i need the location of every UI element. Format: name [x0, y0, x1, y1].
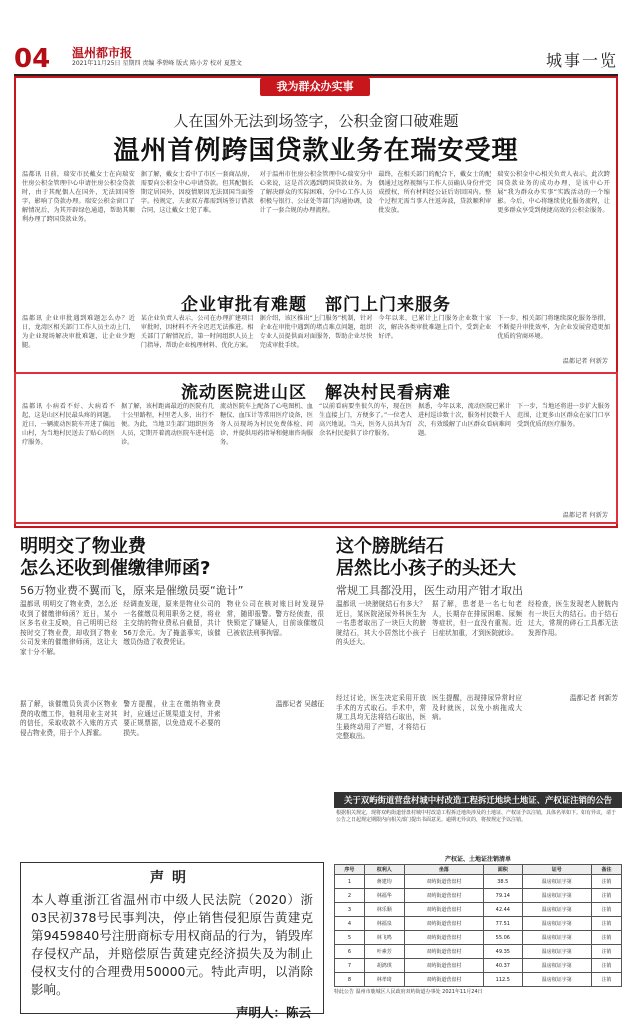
table-row [335, 889, 622, 903]
table-header: 证号 [522, 865, 592, 875]
lead-column: 瑞安公积金中心相关负责人表示，此次跨国贷款业务的成功办理，是该中心开展“我为群众办实事”实践活动的一个缩影。今后，中心将继续优化服务流程，让更多群众享受到便捷高效的公积金服务。 [497, 171, 610, 214]
table-header: 面积 [484, 865, 522, 875]
left-story-byline: 温都记者 吴越征 [275, 700, 324, 708]
story3-column: 下一步，当地还将进一步扩大服务范围，让更多山区群众在家门口享受到优质的医疗服务。 [517, 403, 610, 428]
left-story-column: 警方提醒，业主在缴纳物业费时，应通过正规渠道支付，并索要正规票据，以免造成不必要的损失。 [123, 700, 221, 737]
story2-column: 某企业负责人表示，公司在办理扩建项目审批时，因材料不齐全迟迟无法推进。相关部门了解情况后，第一时间组织人员上门指导，帮助企业梳理材料、优化方案。 [140, 315, 254, 349]
lead-column: 温都讯 日前，瑞安市民戴女士在向瑞安住房公积金管理中心申请住房公积金贷款时，由于其配偶人在国外，无法回国签字，影响了贷款办理。瑞安公积金窗口了解情况后，为其开辟绿色通道，帮助其顺利办理了跨国贷款业务。 [22, 171, 135, 223]
public-bulletin [334, 792, 622, 1018]
lead-body [22, 170, 610, 284]
table-cell: 林乐顺 [364, 903, 404, 917]
bulletin-footer: 特此公告 温州市鹿城区人民政府双屿街道办事处 2021年11月24日 [334, 989, 483, 995]
table-row [335, 917, 622, 931]
table-cell: 叶素芳 [364, 945, 404, 959]
left-story-title-2: 怎么还收到催缴律师函? [20, 558, 211, 579]
table-cell: 5 [335, 931, 365, 945]
table-cell: 112.5 [484, 973, 522, 987]
right-story-column: 据了解，患者是一名七旬老人，长期存在排尿困难、尿频等症状，但一直没有重视。近日症状加重，才到医院就诊。 [432, 600, 522, 637]
left-story-column: 温都讯 明明交了物业费，怎么还收到了催缴律师函？近日，某小区多名业主反映，自己明明已经按时交了物业费，却收到了物业公司发来的催缴律师函，这让大家十分不解。 [20, 600, 118, 656]
table-cell: 温房权证字第 [522, 889, 592, 903]
notice-signature: 声明人：陈云 [235, 1005, 311, 1020]
right-story-column: 温都讯 一块膀胱结石有多大？近日，某医院泌尿外科医生为一名患者取出了一块巨大的膀胱结石，其大小居然比小孩子的头还大。 [336, 600, 426, 647]
table-row [335, 875, 622, 889]
table-cell: 注销 [592, 903, 622, 917]
table-cell: 38.5 [484, 875, 522, 889]
story3-byline: 温都记者 何新芳 [562, 512, 608, 519]
table-cell: 温房权证字第 [522, 973, 592, 987]
right-story-title-2: 居然比小孩子的头还大 [336, 558, 516, 579]
table-cell: 1 [335, 875, 365, 889]
right-story-column: 经过讨论，医生决定采用开放手术的方式取石。手术中，常规工具均无法将结石取出，医生最终动用了产钳，才将结石完整取出。 [336, 694, 426, 741]
table-cell: 注销 [592, 875, 622, 889]
table-cell: 3 [335, 903, 365, 917]
right-story-title-1: 这个膀胱结石 [336, 536, 444, 557]
table-cell: 注销 [592, 917, 622, 931]
table-header: 权利人 [364, 865, 404, 875]
table-cell: 77.51 [484, 917, 522, 931]
lead-column: 对于温州市住房公积金管理中心瑞安分中心来说，这是首次遇到跨国贷款业务。为了解决群众的实际困难，分中心工作人员积极与银行、公证处等部门沟通协调，设计了一套合规的办理流程。 [259, 171, 373, 214]
paper-name: 温州都市报 [72, 46, 133, 60]
lead-headline: 温州首例跨国贷款业务在瑞安受理 [113, 136, 519, 166]
lead-column: 据了解，戴女士看中了市区一套商品房，需要向公积金中心申请贷款。但其配偶长期定居国外，因疫情原因无法回国当面签字。按规定，夫妻双方都需到场签订借款合同，这让戴女士犯了难。 [140, 171, 254, 214]
table-header: 序号 [335, 865, 365, 875]
table-cell: 49.35 [484, 945, 522, 959]
table-cell: 双屿街道营盘村 [404, 889, 484, 903]
table-row [335, 931, 622, 945]
table-cell: 40.37 [484, 959, 522, 973]
right-story-deck: 常规工具都没用，医生动用产钳才取出 [336, 584, 523, 597]
table-cell: 双屿街道营盘村 [404, 903, 484, 917]
story2-byline: 温都记者 何新芳 [562, 358, 608, 365]
notice-title: 声明 [150, 870, 194, 886]
table-row [335, 903, 622, 917]
bulletin-intro: 根据相关规定，现将双屿街道营盘村城中村改造工程拆迁地块涉及的土地证、产权证予以注销，具体名单如下。如有异议，请于公告之日起规定期限内向相关部门提出书面意见。逾期无异议的，将按规定予以注销。 [336, 810, 617, 823]
table-cell: 林飞鸣 [364, 931, 404, 945]
section-title: 城事一览 [545, 51, 618, 70]
table-cell: 55.06 [484, 931, 522, 945]
table-cell: 6 [335, 945, 365, 959]
bulletin-table-title: 产权证、土地证注销清单 [444, 856, 511, 863]
table-cell: 温房权证字第 [522, 903, 592, 917]
table-cell: 温房权证字第 [522, 931, 592, 945]
story2-body [22, 314, 610, 366]
table-cell: 温房权证字第 [522, 875, 592, 889]
right-story-header [336, 536, 626, 598]
table-cell: 林孝琦 [364, 973, 404, 987]
table-header: 坐落 [404, 865, 484, 875]
table-cell: 注销 [592, 945, 622, 959]
story2-column: 下一步，相关部门将继续深化服务举措，不断提升审批效率，为企业发展营造更加优质的营商环境。 [497, 315, 610, 340]
left-story-column: 据了解，该催缴员负责小区物业费的收缴工作，他利用业主对其的信任，采取收款不入账的方式侵占物业费，用于个人挥霍。 [20, 700, 118, 737]
table-cell: 温房权证字第 [522, 917, 592, 931]
table-cell: 双屿街道营盘村 [404, 945, 484, 959]
campaign-banner: 我为群众办实事 [260, 78, 370, 96]
left-story-column: 经调查发现，原来是物业公司的一名催缴员利用职务之便，将业主交纳的物业费私自截留，共计56万余元。为了掩盖事实，该催缴员伪造了收费凭证。 [123, 600, 221, 647]
story3-column: “以前看病要坐很久的车，现在医生直接上门，方便多了。”一位老人高兴地说。当天，医务人员共为百余名村民提供了诊疗服务。 [319, 403, 412, 437]
table-cell: 双屿街道营盘村 [404, 917, 484, 931]
table-cell: 42.44 [484, 903, 522, 917]
table-cell: 温房权证字第 [522, 945, 592, 959]
table-cell: 温房权证字第 [522, 959, 592, 973]
right-story-column: 经检查，医生发现老人膀胱内有一块巨大的结石。由于结石过大，常规的碎石工具都无法发挥作用。 [528, 600, 618, 637]
story3-body [22, 402, 610, 510]
story3-column: 流动医院车上配备了心电图机、血糖仪、血压计等常用医疗设备，医务人员现场为村民免费体检、问诊，并提供用药指导和健康咨询服务。 [220, 403, 313, 446]
story2-column: 今年以来，已累计上门服务企业数十家次，解决各类审批难题上百个，受到企业好评。 [378, 315, 492, 340]
table-header: 备注 [592, 865, 622, 875]
story2-column: 据介绍，该区推出“上门服务”机制，针对企业在审批中遇到的堵点难点问题，组织专业人员提供面对面服务，帮助企业尽快完成审批手续。 [259, 315, 373, 349]
table-cell: 注销 [592, 973, 622, 987]
bulletin-table [334, 864, 622, 987]
table-cell: 双屿街道营盘村 [404, 959, 484, 973]
table-cell: 4 [335, 917, 365, 931]
right-story-column: 医生提醒，出现排尿异常时应及时就医，以免小病拖成大病。 [432, 694, 522, 722]
table-row [335, 973, 622, 987]
table-cell: 注销 [592, 959, 622, 973]
story3-column: 温都讯 小病看不好、大病看不起，这是山区村民最头疼的问题。近日，一辆流动医院车开进了偏远山村，为当地村民送去了贴心的医疗服务。 [22, 403, 115, 446]
lead-column: 最终，在相关部门的配合下，戴女士的配偶通过远程视频与工作人员确认身份并完成授权，所有材料经公证后寄回国内。整个过程无需当事人往返奔波，贷款顺利审批发放。 [378, 171, 492, 214]
story2-headline: 企业审批有难题 部门上门来服务 [181, 295, 451, 315]
masthead [0, 0, 632, 74]
table-cell: 双屿街道营盘村 [404, 875, 484, 889]
page-number: 04 [14, 44, 51, 74]
table-cell: 注销 [592, 931, 622, 945]
table-row [335, 945, 622, 959]
left-story-deck: 56万物业费不翼而飞，原来是催缴员耍“诡计” [20, 584, 244, 597]
table-cell: 注销 [592, 889, 622, 903]
left-story-column: 物业公司在核对账目时发现异常，随即报警。警方经侦查，很快锁定了嫌疑人，目前该催缴员已被依法刑事拘留。 [226, 600, 324, 637]
story3-column: 据了解，该村距离最近的医院有几十公里路程，村里老人多，出行不便。为此，当地卫生部门组织医务人员，定期开着流动医院车进村巡诊。 [121, 403, 214, 446]
table-cell: 79.14 [484, 889, 522, 903]
table-cell: 林福泉 [364, 917, 404, 931]
right-story-byline: 温都记者 何新芳 [569, 694, 618, 702]
table-cell: 8 [335, 973, 365, 987]
left-story-title-1: 明明交了物业费 [20, 536, 146, 557]
table-cell: 双屿街道营盘村 [404, 973, 484, 987]
table-header-row [335, 865, 622, 875]
table-cell: 蒋建均 [364, 875, 404, 889]
story3-headline: 流动医院进山区 解决村民看病难 [181, 383, 451, 403]
notice-body: 本人尊重浙江省温州市中级人民法院（2020）浙03民初378号民事判决，停止销售侵犯原告黄建克第9459840号注册商标专用权商品的行为，销毁库存侵权产品，并赔偿原告黄建克经济损失及为制止侵权支付的合理费用50000元。特此声明，以消除影响。 [31, 892, 313, 997]
table-cell: 2 [335, 889, 365, 903]
story3-column: 据悉，今年以来，流动医院已累计进村巡诊数十次，服务村民数千人次，有效缓解了山区群众看病难问题。 [418, 403, 511, 437]
table-row [335, 959, 622, 973]
right-story-body [336, 600, 618, 690]
right-story-body-lower [336, 694, 618, 786]
left-story-header [20, 536, 320, 598]
issue-meta: 2021年11月25日 星期四 责编 季碧峰 版式 陈小芳 校对 夏慧文 [72, 60, 242, 67]
legal-notice [20, 862, 324, 1020]
table-cell: 胡鸿琪 [364, 959, 404, 973]
left-story-body-lower [20, 700, 324, 850]
table-cell: 双屿街道营盘村 [404, 931, 484, 945]
table-cell: 7 [335, 959, 365, 973]
table-cell: 林福华 [364, 889, 404, 903]
bulletin-title: 关于双屿街道营盘村城中村改造工程拆迁地块土地证、产权证注销的公告 [334, 792, 622, 808]
lead-kicker: 人在国外无法到场签字，公积金窗口破难题 [173, 112, 459, 130]
story2-column: 温都讯 企业审批遇到难题怎么办？近日，龙湾区相关部门工作人员主动上门，为企业现场解决审批难题，让企业少跑腿。 [22, 315, 135, 349]
